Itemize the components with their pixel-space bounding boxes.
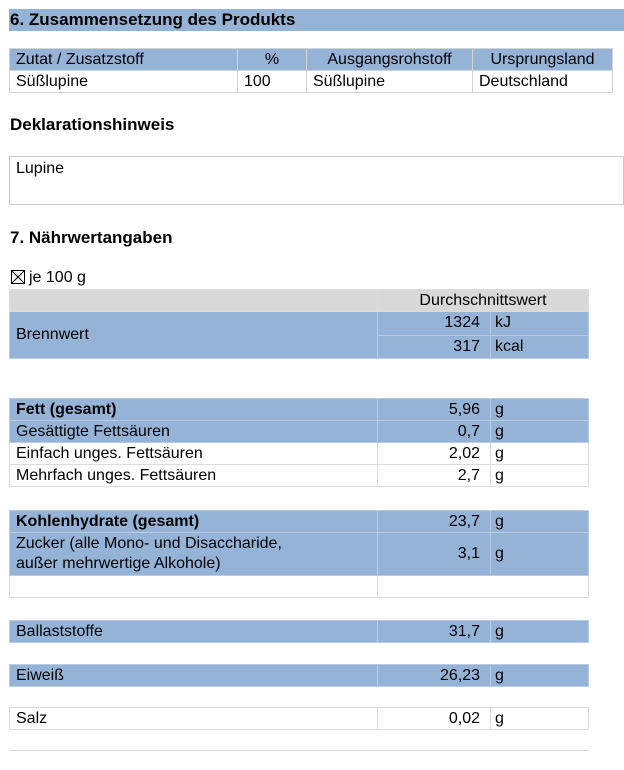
table-row [10, 708, 589, 730]
declaration-text: Lupine [16, 160, 65, 177]
fat-total-unit: g [491, 399, 589, 421]
table-row-empty [10, 576, 589, 598]
energy-kcal-value: 317 [378, 335, 491, 359]
saturated-fat-label: Gesättigte Fettsäuren [10, 421, 378, 443]
sugar-label-line1: Zucker (alle Mono- und Disaccharide, [16, 535, 282, 552]
nutrition-header-row [10, 290, 589, 312]
header-empty-cell [10, 290, 378, 312]
per-100g-option[interactable] [11, 269, 86, 287]
energy-kj-unit: kJ [491, 312, 589, 336]
cell-origin: Deutschland [473, 71, 613, 93]
fat-table [9, 398, 589, 487]
section-7-title: 7. Nährwertangaben [10, 228, 173, 247]
table-row [10, 533, 589, 576]
salt-label: Salz [10, 708, 378, 730]
cell-raw-material: Süßlupine [307, 71, 473, 93]
checkbox-checked-icon[interactable] [11, 270, 25, 284]
saturated-fat-unit: g [491, 421, 589, 443]
table-row [10, 71, 613, 93]
salt-value: 0,02 [378, 708, 491, 730]
carbs-table [9, 510, 589, 598]
cell-percent: 100 [238, 71, 307, 93]
fat-total-value: 5,96 [378, 399, 491, 421]
divider [9, 750, 589, 751]
cell-ingredient: Süßlupine [10, 71, 238, 93]
fiber-unit: g [491, 621, 589, 643]
salt-table [9, 707, 589, 730]
declaration-heading: Deklarationshinweis [10, 115, 175, 134]
poly-fat-unit: g [491, 465, 589, 487]
mono-fat-value: 2,02 [378, 443, 491, 465]
col-header-percent: % [238, 49, 307, 71]
energy-label: Brennwert [10, 312, 378, 359]
table-row [10, 399, 589, 421]
fiber-value: 31,7 [378, 621, 491, 643]
carbs-total-value: 23,7 [378, 511, 491, 533]
sugar-value: 3,1 [378, 533, 491, 576]
composition-table [9, 48, 613, 93]
mono-fat-label: Einfach unges. Fettsäuren [10, 443, 378, 465]
carbs-total-unit: g [491, 511, 589, 533]
table-row [10, 443, 589, 465]
fat-total-label: Fett (gesamt) [10, 399, 378, 421]
fiber-table [9, 620, 589, 643]
sugar-unit: g [491, 533, 589, 576]
protein-unit: g [491, 665, 589, 687]
section-6-title: 6. Zusammensetzung des Produkts [9, 9, 624, 31]
col-header-ingredient: Zutat / Zusatzstoff [10, 49, 238, 71]
col-header-origin: Ursprungsland [473, 49, 613, 71]
energy-kj-value: 1324 [378, 312, 491, 336]
protein-label: Eiweiß [10, 665, 378, 687]
declaration-box [9, 156, 624, 205]
salt-unit: g [491, 708, 589, 730]
table-row [10, 665, 589, 687]
protein-table [9, 664, 589, 687]
protein-value: 26,23 [378, 665, 491, 687]
energy-table [9, 289, 589, 359]
table-row [10, 421, 589, 443]
col-header-raw-material: Ausgangsrohstoff [307, 49, 473, 71]
composition-header-row [10, 49, 613, 71]
empty-cell [10, 576, 378, 598]
sugar-label [10, 533, 378, 576]
fiber-label: Ballaststoffe [10, 621, 378, 643]
table-row [10, 621, 589, 643]
poly-fat-value: 2,7 [378, 465, 491, 487]
carbs-total-label: Kohlenhydrate (gesamt) [10, 511, 378, 533]
poly-fat-label: Mehrfach unges. Fettsäuren [10, 465, 378, 487]
table-row [10, 312, 589, 336]
energy-kcal-unit: kcal [491, 335, 589, 359]
column-header-average: Durchschnittswert [378, 290, 589, 312]
table-row [10, 511, 589, 533]
saturated-fat-value: 0,7 [378, 421, 491, 443]
sugar-label-line2: außer mehrwertige Alkohole) [16, 555, 221, 572]
per-100g-label: je 100 g [29, 269, 86, 286]
table-row [10, 465, 589, 487]
mono-fat-unit: g [491, 443, 589, 465]
empty-cell [378, 576, 589, 598]
